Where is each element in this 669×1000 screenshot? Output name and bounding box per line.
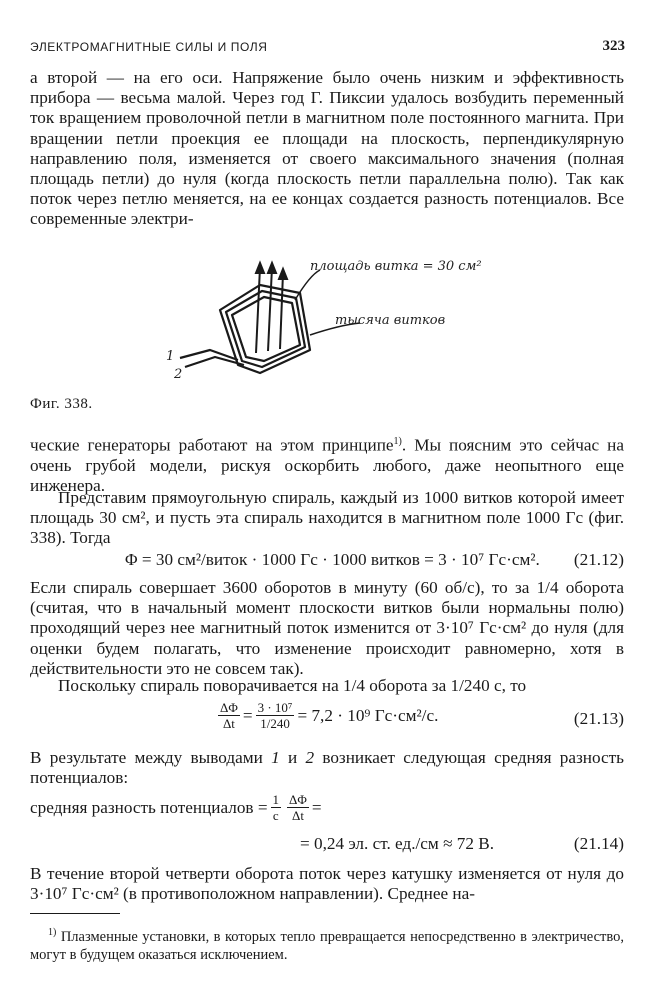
- page-header: [30, 40, 625, 60]
- paragraph-5: [30, 676, 624, 696]
- paragraph-2-text-rest: . Мы поясним это сейчас на очень грубой модели, рискуя оскорбить любого, даже неопытного еще инженера.: [30, 435, 625, 496]
- label-area: площадь витка = 30 см²: [310, 259, 482, 274]
- paragraph-3: [30, 488, 624, 549]
- paragraph-7: [30, 864, 624, 904]
- paragraph-4-text: Если спираль совершает 3600 оборотов в минуту (60 об/с), то за 1/4 оборота (считая, что в начальный момент плоскости витков были нормальны полю) проходящий через нее магнитный поток изменится от 3·10⁷ Гс·см² до нуля (для оценки будем полагать, что изменение происходит равномерно, хотя в действительности это не совсем так).: [30, 578, 624, 678]
- terminal-1: 1: [166, 349, 175, 364]
- footnote-ref: 1): [393, 436, 402, 447]
- page-number: 323: [602, 38, 625, 54]
- paragraph-5-text: Поскольку спираль поворачивается на 1/4 оборота за 1/240 с, то: [58, 676, 527, 695]
- paragraph-1: [30, 68, 624, 230]
- terminal-2: 2: [174, 367, 183, 382]
- fraction-denominator: 1/240: [260, 716, 290, 731]
- equation-21-12: Φ = 30 см²/виток · 1000 Гс · 1000 витков = 3 · 10⁷ Гс·см².: [125, 550, 540, 569]
- fraction-numerator: 3 · 10⁷: [257, 700, 293, 715]
- equation-lhs: средняя разность потенциалов =: [30, 797, 268, 817]
- paragraph-6-text: В результате между выводами: [30, 748, 272, 767]
- equation-21-14-line1: [30, 792, 322, 823]
- paragraph-6-conj: и: [279, 748, 306, 767]
- paragraph-6-text-rest: возникает следующая средняя разность потенциалов:: [30, 748, 624, 788]
- field-arrows: [256, 263, 287, 353]
- footnote-text: Плазменные установки, в которых тепло превращается непосредственно в электричество, могут в будущем оказаться исключением.: [30, 928, 624, 963]
- equation-number-21-13: (21.13): [573, 709, 624, 728]
- footnote-rule: [30, 913, 120, 914]
- equation-number-21-12: (21.12): [573, 550, 624, 569]
- fraction-denominator: Δt: [291, 808, 304, 823]
- fraction-dphi-dt-2: [287, 792, 309, 823]
- equation-21-13-result: = 7,2 · 10⁹ Гс·см²/с.: [297, 705, 439, 725]
- equation-21-14-line2: = 0,24 эл. ст. ед./см ≈ 72 В.: [300, 834, 495, 853]
- paragraph-2: [30, 432, 624, 496]
- paragraph-3-text: Представим прямоугольную спираль, каждый из 1000 витков которой имеет площадь 30 см², и пусть эта спираль находится в магнитном поле 1000 Гс (фиг. 338). Тогда: [30, 488, 624, 548]
- coil-inner-loop: [226, 291, 305, 367]
- footnote: [30, 924, 624, 964]
- paragraph-7-text: В течение второй четверти оборота поток через катушку изменяется от нуля до 3·10⁷ Гс·см² (в противоположном направлении). Среднее на-: [30, 864, 624, 904]
- figure-caption: Фиг. 338.: [30, 396, 93, 412]
- pointer-line-area: [295, 270, 320, 300]
- equation-number-21-14: (21.14): [573, 834, 624, 853]
- running-head: ЭЛЕКТРОМАГНИТНЫЕ СИЛЫ И ПОЛЯ: [30, 40, 268, 54]
- fraction-dphi-dt: [218, 700, 240, 731]
- coil-diagram: [160, 255, 500, 395]
- label-turns: тысяча витков: [335, 313, 446, 328]
- paragraph-4: [30, 578, 624, 679]
- paragraph-6: [30, 748, 624, 788]
- terminal-ref-2: 2: [305, 748, 315, 767]
- footnote-marker: 1): [48, 927, 57, 938]
- fraction-numerator: ΔΦ: [220, 700, 238, 715]
- fraction-numerator: 1: [272, 792, 280, 807]
- paragraph-2-text: ческие генераторы работают на этом принципе: [30, 435, 394, 455]
- equation-equals: =: [311, 797, 322, 817]
- coil-third-loop: [232, 297, 300, 361]
- fraction-1-c: [271, 792, 282, 823]
- fraction-flux-time: [256, 700, 295, 731]
- paragraph-1-text: а второй — на его оси. Напряжение было очень низким и эффективность прибора — весьма малой. Через год Г. Пиксии удалось возбудить переменный ток вращением проволочной петли в магнитном поле постоянного магнита. При вращении петли проекция ее площади на плоскость, перпендикулярную направлению поля, изменяется от своего максимального значения (полная площадь петли) до нуля (когда плоскость петли параллельна полю). Так как поток через петлю меняется, на ее концах создается разность потенциалов. Все современные электри-: [30, 68, 624, 229]
- coil-figure: [160, 255, 500, 395]
- fraction-numerator: ΔΦ: [289, 792, 307, 807]
- equation-21-13: $\frac{\Delta\Phi}{\Delta t}$ = $\frac{\text{3 · 10⁷}}{1/240}$ = 7,2 · 10⁹ Гс·см²/с.: [220, 700, 439, 731]
- fraction-denominator: Δt: [222, 716, 235, 731]
- fraction-denominator: c: [272, 808, 279, 823]
- terminal-ref-1: 1: [271, 748, 280, 767]
